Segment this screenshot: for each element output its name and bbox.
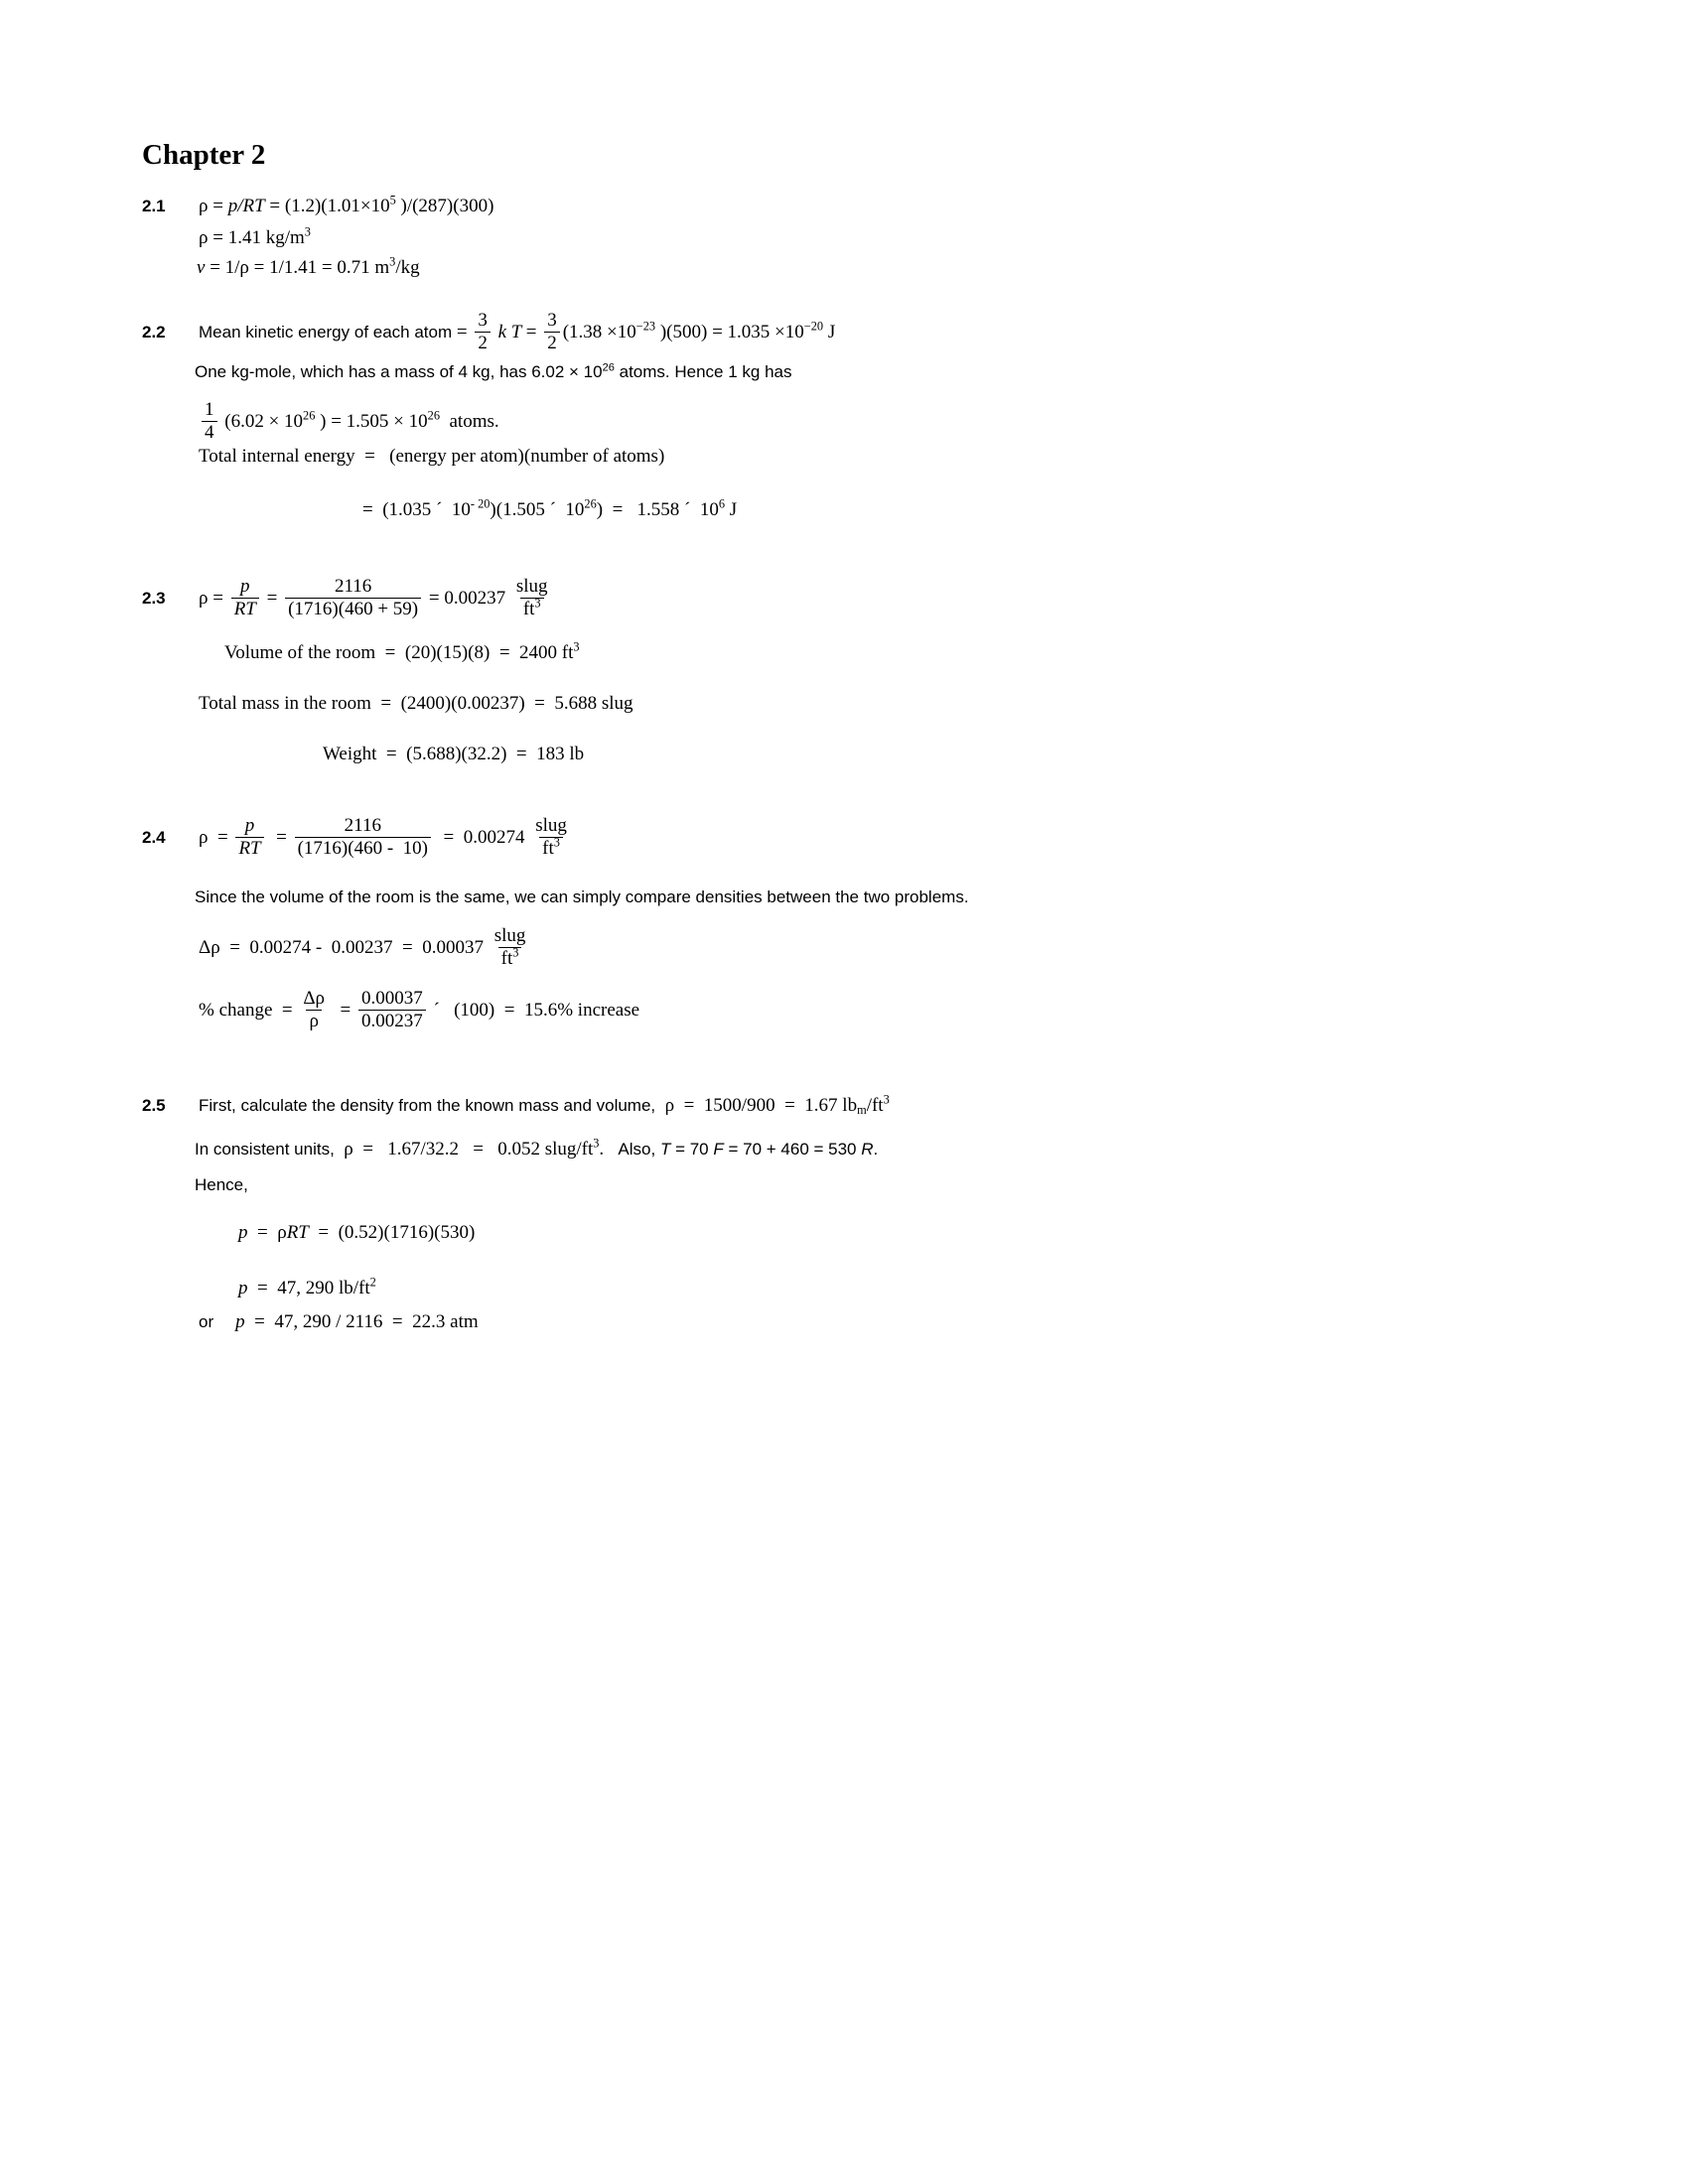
fraction bbox=[358, 988, 426, 1033]
problem-2-5-line-4 bbox=[238, 1221, 475, 1246]
problem-2-5-line-6 bbox=[199, 1310, 479, 1335]
problem-number: 2.1 bbox=[142, 197, 166, 215]
fraction-denominator bbox=[498, 947, 522, 970]
superscript: 2 bbox=[369, 1275, 376, 1290]
text-run: = bbox=[456, 321, 473, 342]
fraction bbox=[295, 815, 431, 861]
text-run: Volume of the room = (20)(15)(8) = 2400 ft bbox=[224, 642, 574, 663]
unit-text: ft bbox=[522, 599, 535, 620]
fraction-numerator: 1 bbox=[205, 399, 214, 420]
text-run: = 1/ρ = 1/1.41 = 0.71 m bbox=[205, 257, 390, 278]
fraction-numerator: 2116 bbox=[344, 815, 381, 836]
problem-2-5-line-1 bbox=[142, 1094, 890, 1119]
problem-2-2-line-3 bbox=[199, 399, 499, 445]
problem-2-2-line-4 bbox=[199, 445, 664, 470]
problem-2-4-line-3 bbox=[199, 925, 531, 971]
problem-2-4-line-2 bbox=[195, 887, 969, 908]
variable: R bbox=[861, 1140, 874, 1159]
fraction-denominator: 0.00237 bbox=[358, 1010, 426, 1032]
superscript: 5 bbox=[389, 193, 396, 207]
text-run: )(1.505 ´ 10 bbox=[490, 499, 585, 520]
superscript: 3 bbox=[512, 946, 519, 960]
text-run: ρ = 1.67/32.2 = 0.052 slug/ft bbox=[344, 1139, 594, 1160]
fraction-denominator: 2 bbox=[544, 332, 560, 354]
superscript: 3 bbox=[553, 836, 560, 850]
subscript: m bbox=[857, 1103, 867, 1118]
fraction bbox=[300, 988, 328, 1033]
superscript: 26 bbox=[303, 408, 316, 423]
superscript: 6 bbox=[718, 496, 726, 511]
fraction-denominator: 4 bbox=[202, 421, 217, 444]
text-run: )/(287)(300) bbox=[395, 196, 494, 216]
fraction-denominator: (1716)(460 + 59) bbox=[285, 598, 421, 620]
fraction-denominator: RT bbox=[231, 598, 259, 620]
text-run: = bbox=[525, 321, 542, 342]
text-run: In consistent units, bbox=[195, 1140, 345, 1159]
text-run: = bbox=[261, 587, 283, 609]
problem-number: 2.2 bbox=[142, 322, 166, 341]
fraction bbox=[202, 399, 217, 445]
problem-2-2-line-5 bbox=[362, 498, 737, 523]
problem-2-5-line-5 bbox=[238, 1277, 376, 1301]
text-run: Total internal energy = (energy per atom)(number of atoms) bbox=[199, 446, 665, 467]
problem-2-3-line-3 bbox=[199, 692, 633, 717]
text-run: )(500) = 1.035 ×10 bbox=[655, 321, 804, 342]
superscript: 26 bbox=[427, 408, 440, 423]
fraction-denominator bbox=[520, 598, 544, 620]
text-run: = 47, 290 / 2116 = 22.3 atm bbox=[244, 1311, 479, 1332]
text-run: atoms. bbox=[440, 410, 499, 432]
problem-2-5-line-3 bbox=[195, 1174, 248, 1196]
problem-2-3-line-1 bbox=[142, 576, 554, 621]
fraction bbox=[532, 815, 570, 861]
text-run: (6.02 × 10 bbox=[219, 410, 304, 432]
problem-number: 2.4 bbox=[142, 827, 166, 847]
unit-text: ft bbox=[500, 948, 513, 970]
superscript: 3 bbox=[389, 254, 396, 269]
variable: k T bbox=[492, 321, 526, 342]
text-run: = 0.00274 bbox=[434, 826, 530, 848]
chapter-heading-line bbox=[142, 137, 265, 175]
fraction-numerator: p bbox=[244, 815, 255, 836]
text-run: = 70 bbox=[670, 1140, 714, 1159]
superscript: 3 bbox=[573, 639, 580, 654]
fraction-numerator: Δρ bbox=[303, 988, 326, 1009]
variable: p bbox=[238, 1222, 248, 1243]
problem-2-3-line-4 bbox=[323, 743, 584, 767]
text-run: (1.38 ×10 bbox=[562, 321, 636, 342]
math-expression bbox=[344, 1136, 619, 1160]
problem-2-1-line-2 bbox=[199, 226, 311, 251]
problem-2-5-line-2 bbox=[195, 1138, 878, 1162]
problem-2-4-line-1 bbox=[142, 815, 573, 861]
text-run: /kg bbox=[395, 257, 420, 278]
text-run: Weight = (5.688)(32.2) = 183 lb bbox=[323, 744, 585, 764]
fraction-denominator: 2 bbox=[475, 332, 491, 354]
text-run: ´ (100) = 15.6% increase bbox=[428, 999, 640, 1021]
fraction-numerator: slug bbox=[535, 815, 567, 836]
text-run: = bbox=[247, 1222, 278, 1243]
variable: RT bbox=[286, 1222, 309, 1243]
text-run: ) = 1.558 ´ 10 bbox=[596, 499, 719, 520]
text-run: J bbox=[823, 321, 836, 342]
unit-text: ft bbox=[542, 838, 554, 860]
problem-2-2-line-2 bbox=[195, 361, 791, 383]
page-title: Chapter 2 bbox=[142, 139, 266, 171]
fraction bbox=[492, 925, 529, 971]
problem-2-3-line-2 bbox=[224, 641, 580, 666]
text-run: ) = 1.505 × 10 bbox=[315, 410, 428, 432]
fraction-numerator: slug bbox=[493, 925, 526, 946]
text-run: ρ = bbox=[199, 196, 228, 216]
problem-number: 2.3 bbox=[142, 588, 166, 608]
fraction bbox=[235, 815, 263, 861]
text-run: atoms. Hence 1 kg has bbox=[614, 362, 792, 381]
text-run: ρ = bbox=[199, 826, 233, 848]
text-run: = 0.00237 bbox=[424, 587, 510, 609]
fraction bbox=[231, 576, 259, 621]
superscript: 3 bbox=[593, 1136, 600, 1151]
fraction-denominator bbox=[539, 837, 563, 860]
text-run: = (0.52)(1716)(530) bbox=[308, 1222, 476, 1243]
superscript: 3 bbox=[304, 224, 311, 239]
text-run: % change = bbox=[199, 999, 298, 1021]
fraction-numerator: 0.00037 bbox=[361, 988, 423, 1009]
variable: p/RT bbox=[227, 196, 265, 216]
variable: p bbox=[235, 1311, 245, 1332]
fraction bbox=[475, 310, 491, 355]
text-run: ρ = 1.41 kg/m bbox=[199, 227, 305, 248]
fraction-numerator: 3 bbox=[547, 310, 557, 331]
superscript: −20 bbox=[803, 319, 824, 334]
text-run: Mean kinetic energy of each atom bbox=[199, 322, 457, 341]
variable: p bbox=[238, 1278, 248, 1298]
text-run: = 47, 290 lb/ft bbox=[247, 1278, 370, 1298]
text-run: . bbox=[599, 1139, 619, 1160]
text-run: ρ = bbox=[199, 587, 228, 609]
fraction-numerator: slug bbox=[515, 576, 548, 597]
math-expression bbox=[220, 410, 499, 435]
text-run: /ft bbox=[866, 1095, 884, 1116]
fraction bbox=[285, 576, 421, 621]
superscript: - 20 bbox=[470, 496, 491, 511]
problem-number: 2.5 bbox=[142, 1096, 166, 1115]
text-run: Also, bbox=[618, 1140, 660, 1159]
fraction-denominator: (1716)(460 - 10) bbox=[295, 837, 431, 860]
fraction bbox=[513, 576, 551, 621]
fraction-denominator: RT bbox=[235, 837, 263, 860]
fraction-numerator: 3 bbox=[478, 310, 488, 331]
fraction-numerator: p bbox=[240, 576, 250, 597]
text-run: = 70 + 460 = 530 bbox=[723, 1140, 862, 1159]
text-run: . bbox=[873, 1140, 879, 1159]
superscript: 26 bbox=[584, 496, 597, 511]
problem-2-1-line-3 bbox=[197, 256, 420, 281]
text-run: Since the volume of the room is the same, we can simply compare densities between the two problems. bbox=[195, 887, 969, 906]
problem-2-2-line-1 bbox=[142, 310, 835, 355]
text-run: = (1.2)(1.01×10 bbox=[264, 196, 390, 216]
variable: T bbox=[659, 1140, 671, 1159]
text-run: = bbox=[331, 999, 356, 1021]
superscript: 3 bbox=[534, 597, 541, 611]
problem-2-1-line-1 bbox=[142, 195, 493, 219]
variable: F bbox=[713, 1140, 724, 1159]
problem-2-4-line-4 bbox=[199, 988, 639, 1033]
superscript: −23 bbox=[635, 319, 656, 334]
text-run: = (1.035 ´ 10 bbox=[362, 499, 471, 520]
fraction-denominator: ρ bbox=[306, 1010, 321, 1032]
text-run: One kg-mole, which has a mass of 4 kg, has 6.02 × 10 bbox=[195, 362, 603, 381]
text-run: Total mass in the room = (2400)(0.00237) = 5.688 slug bbox=[199, 693, 633, 714]
text-run: J bbox=[725, 499, 738, 520]
text-run: = bbox=[266, 826, 292, 848]
text-run: First, calculate the density from the known mass and volume, bbox=[199, 1096, 665, 1115]
text-run: or bbox=[199, 1312, 214, 1331]
math-expression bbox=[664, 1092, 890, 1118]
superscript: 3 bbox=[883, 1092, 890, 1107]
fraction bbox=[544, 310, 560, 355]
text-run: ρ bbox=[277, 1222, 287, 1243]
text-run: Hence, bbox=[195, 1175, 248, 1194]
math-expression bbox=[563, 321, 836, 345]
variable: v bbox=[197, 257, 206, 278]
fraction-numerator: 2116 bbox=[334, 576, 372, 597]
text-run: ρ = 1500/900 = 1.67 lb bbox=[664, 1095, 858, 1116]
text-run: Δρ = 0.00274 - 0.00237 = 0.00037 bbox=[199, 936, 489, 958]
superscript: 26 bbox=[602, 361, 615, 374]
